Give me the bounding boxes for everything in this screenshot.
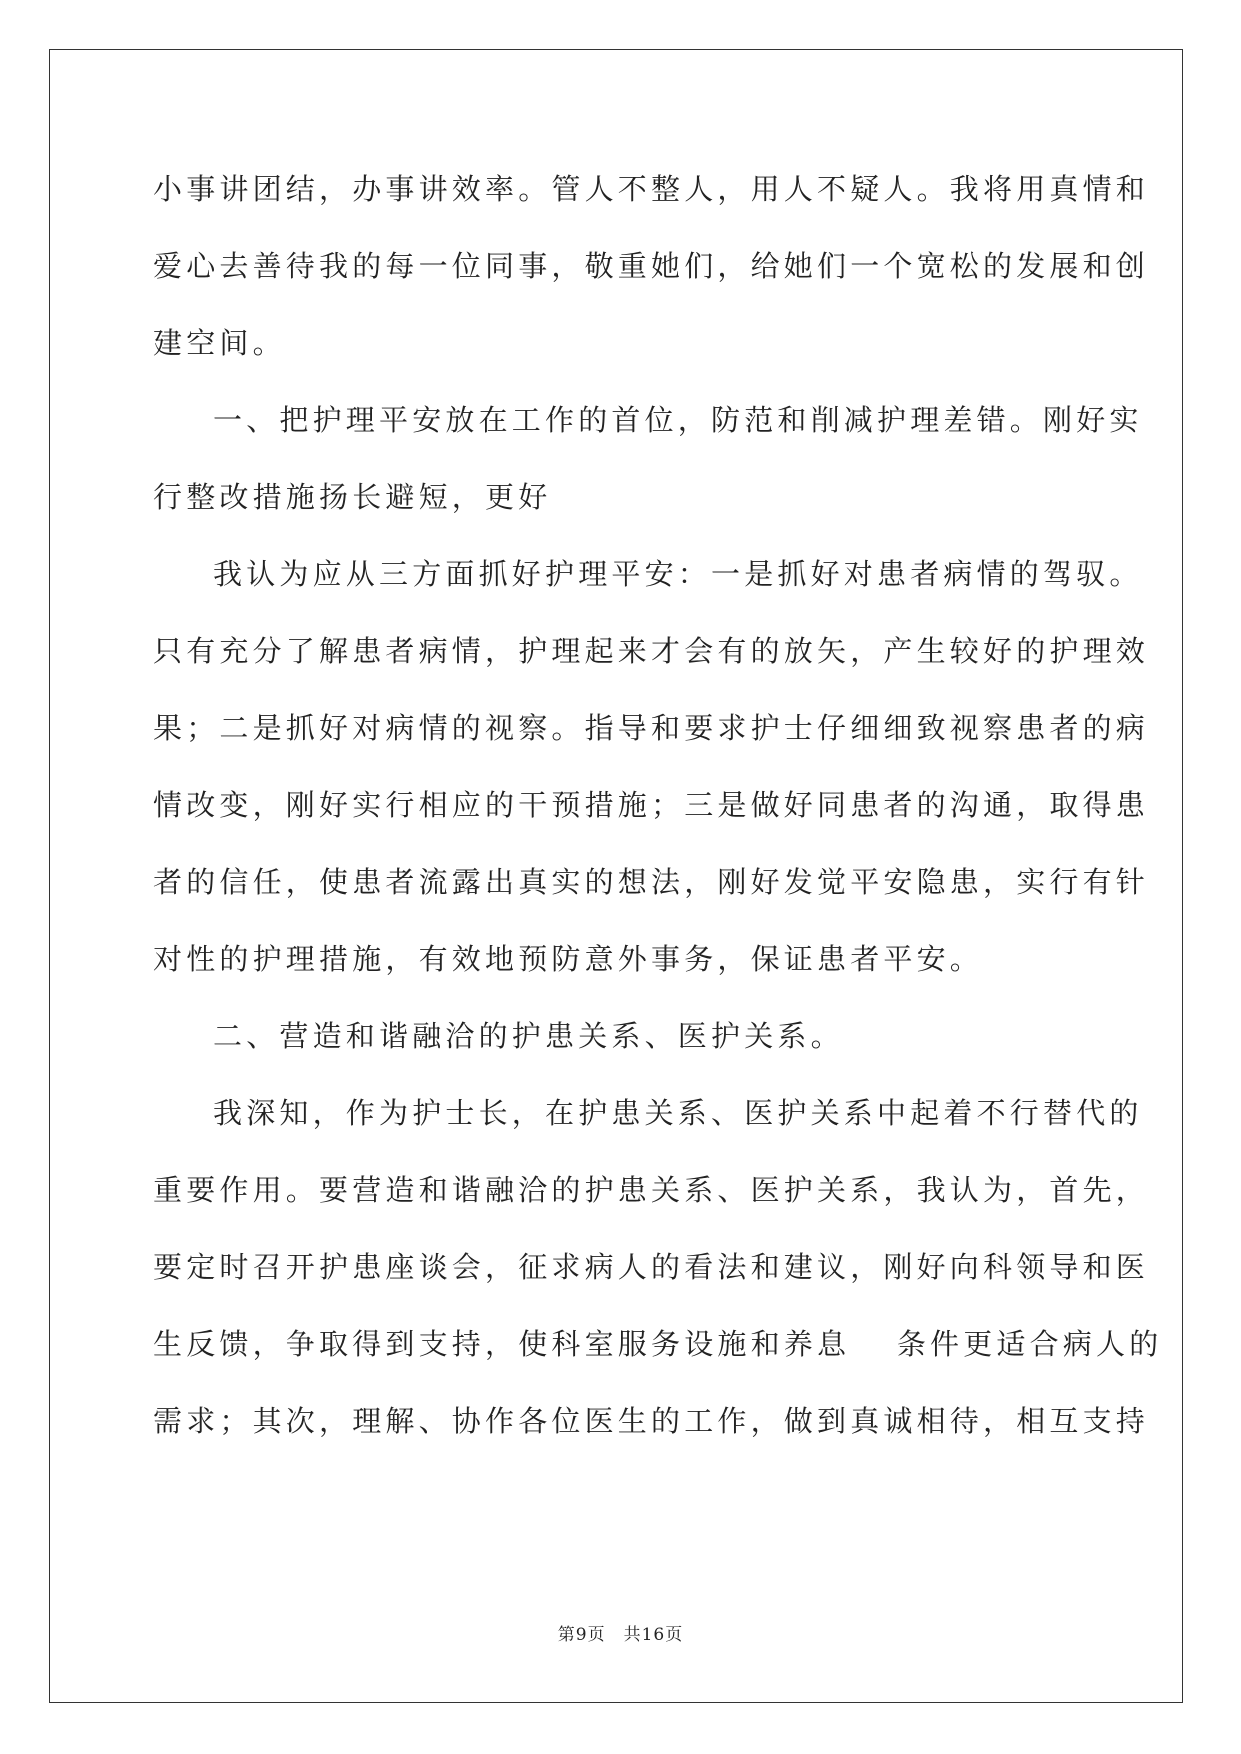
text-line: 情改变，刚好实行相应的干预措施；三是做好同患者的沟通，取得患 bbox=[153, 788, 1150, 822]
page-footer bbox=[0, 1620, 1241, 1645]
text-line: 我深知，作为护士长，在护患关系、医护关系中起着不行替代的 bbox=[213, 1096, 1143, 1130]
text-line: 果；二是抓好对病情的视察。指导和要求护士仔细细致视察患者的病 bbox=[153, 711, 1150, 745]
text-line: 重要作用。要营造和谐融洽的护患关系、医护关系，我认为，首先， bbox=[153, 1173, 1150, 1207]
text-line: 一、把护理平安放在工作的首位，防范和削减护理差错。刚好实 bbox=[213, 403, 1143, 437]
text-line: 爱心去善待我的每一位同事，敬重她们，给她们一个宽松的发展和创 bbox=[153, 249, 1150, 283]
text-line: 要定时召开护患座谈会，征求病人的看法和建议，刚好向科领导和医 bbox=[153, 1250, 1150, 1284]
page-number: 第9页 共16页 bbox=[557, 1625, 684, 1645]
text-line: 我认为应从三方面抓好护理平安：一是抓好对患者病情的驾驭。 bbox=[213, 557, 1143, 591]
text-line: 者的信任，使患者流露出真实的想法，刚好发觉平安隐患，实行有针 bbox=[153, 865, 1150, 899]
text-line: 只有充分了解患者病情，护理起来才会有的放矢，产生较好的护理效 bbox=[153, 634, 1150, 668]
text-line: 行整改措施扬长避短，更好 bbox=[153, 480, 552, 514]
text-line: 对性的护理措施，有效地预防意外事务，保证患者平安。 bbox=[153, 942, 984, 976]
text-line: 建空间。 bbox=[153, 326, 286, 360]
text-line: 二、营造和谐融洽的护患关系、医护关系。 bbox=[213, 1019, 844, 1053]
body-text bbox=[153, 160, 1163, 1469]
text-line: 小事讲团结，办事讲效率。管人不整人，用人不疑人。我将用真情和 bbox=[153, 172, 1150, 206]
text-line: 生反馈，争取得到支持，使科室服务设施和养息 条件更适合病人的 bbox=[153, 1327, 1163, 1361]
text-line: 需求；其次，理解、协作各位医生的工作，做到真诚相待，相互支持 bbox=[153, 1404, 1150, 1438]
